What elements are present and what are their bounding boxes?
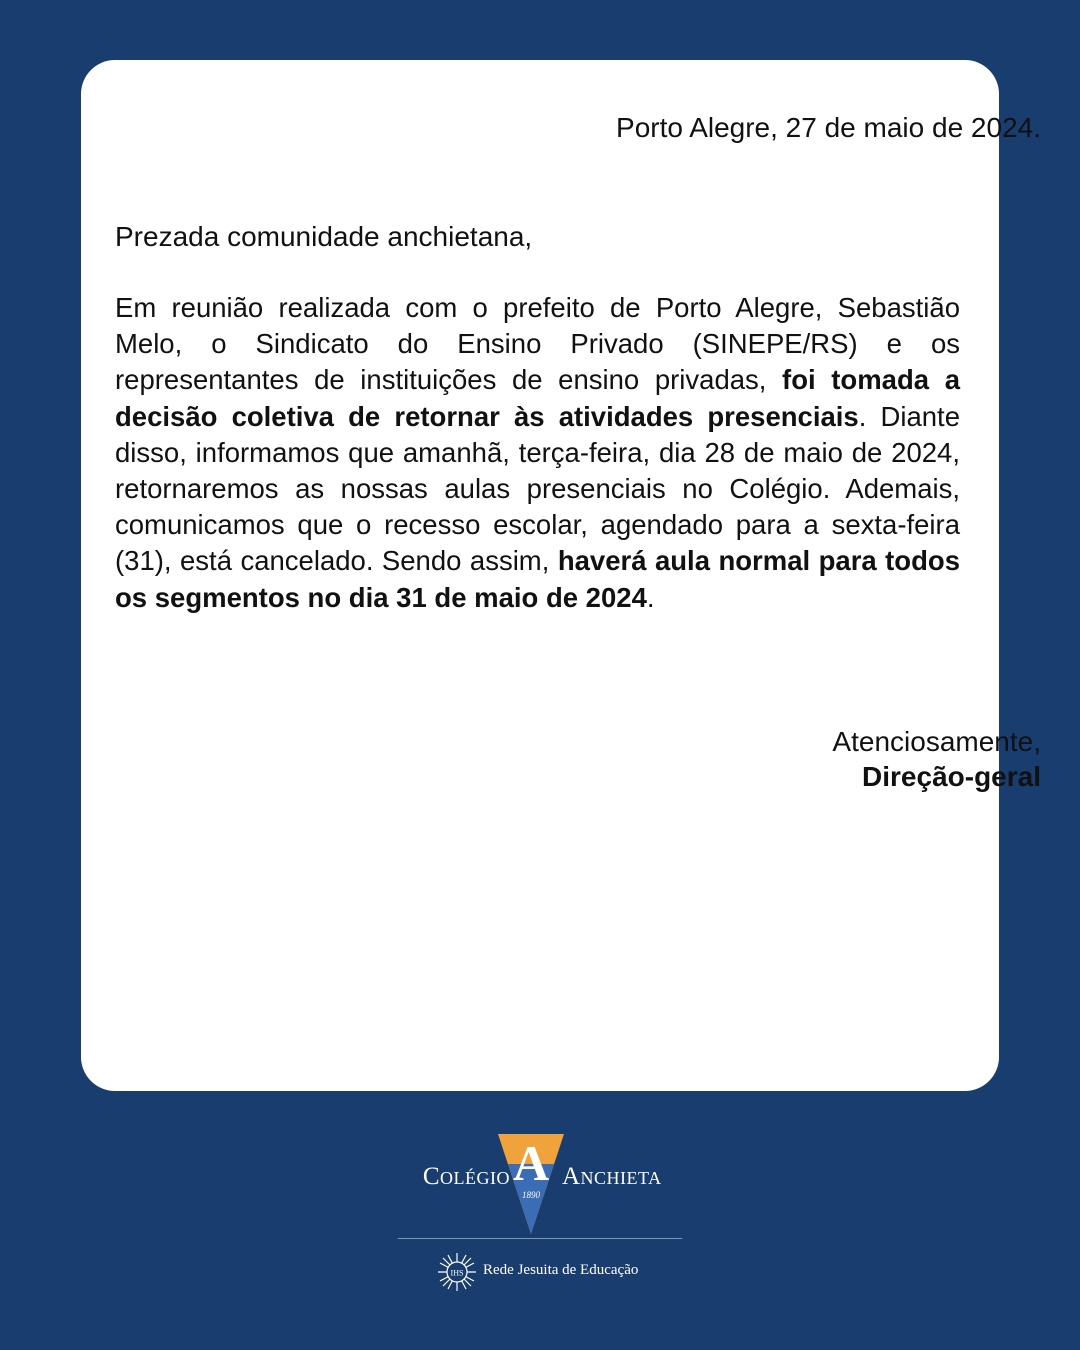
body-text-2: . Diante disso, informamos que amanhã, terça-feira, dia 28 de maio de 2024, retornaremos as nossas aulas presenciais no Colégio. Ademais, comunicamos que o recesso escolar, agendado para a sexta-feira (31), está cancelado. Sendo assim, <box>115 400 960 577</box>
logo-text-colegio: Colégio <box>422 1163 510 1190</box>
school-logo <box>0 1130 1080 1240</box>
letter-body <box>115 290 960 616</box>
body-text-1: Em reunião realizada com o prefeito de Porto Alegre, Sebastião Melo, o Sindicato do Ensino Privado (SINEPE/RS) e os representantes de instituições de ensino privadas, <box>115 292 960 396</box>
body-text-3: . <box>646 581 655 613</box>
logo-text-anchieta: Anchieta <box>562 1163 662 1190</box>
anchieta-emblem-icon <box>498 1134 564 1236</box>
closing-text: Atenciosamente, <box>832 726 1041 757</box>
emblem-ihs: IHS <box>450 1268 464 1278</box>
body-bold-2: haverá aula normal para todos os segmentos no dia 31 de maio de 2024 <box>115 545 960 613</box>
emblem-letter: A <box>512 1135 550 1191</box>
body-bold-1: foi tomada a decisão coletiva de retornar às atividades presenciais <box>115 364 960 432</box>
letter-greeting: Prezada comunidade anchietana, <box>115 221 533 252</box>
footer-divider <box>398 1238 682 1239</box>
letter-closing <box>832 724 1041 794</box>
emblem-year: 1890 <box>522 1190 540 1200</box>
letter-date: Porto Alegre, 27 de maio de 2024. <box>616 112 1041 143</box>
jesuit-sun-icon <box>437 1252 477 1292</box>
signature: Direção-geral <box>862 761 1041 792</box>
network-label: Rede Jesuita de Educação <box>483 1262 639 1278</box>
